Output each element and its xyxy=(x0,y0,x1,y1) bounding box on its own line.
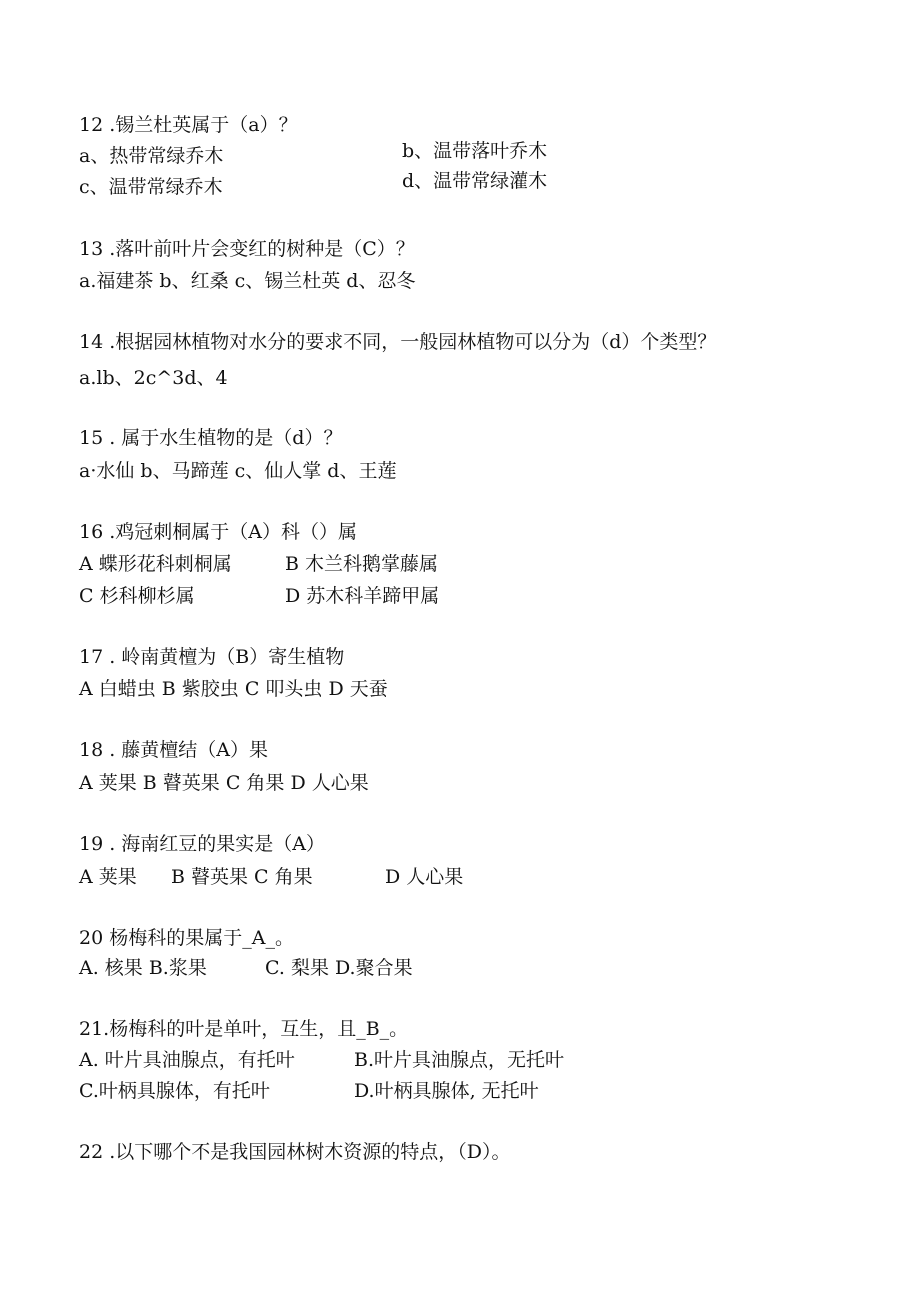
option-line: a·水仙 b、马蹄莲 c、仙人掌 d、王莲 xyxy=(79,460,397,482)
option-c: C.叶柄具腺体，有托叶 xyxy=(79,1080,270,1102)
question-stem: 19 . 海南红豆的果实是（A） xyxy=(79,833,326,855)
option-a: A 荚果 xyxy=(79,866,137,888)
option-c: C 杉科柳杉属 xyxy=(79,585,195,607)
option-d: d、温带常绿灌木 xyxy=(402,170,548,192)
option-b: B 木兰科鹅掌藤属 xyxy=(285,553,439,575)
option-c: c、温带常绿乔木 xyxy=(79,176,223,198)
option-a: A 蝶形花科刺桐属 xyxy=(79,553,232,575)
option-line: a.福建茶 b、红桑 c、锡兰杜英 d、忍冬 xyxy=(79,270,416,292)
question-stem: 17 . 岭南黄檀为（B）寄生植物 xyxy=(79,646,345,668)
option-line: A 荚果 B 瞽英果 C 角果 D 人心果 xyxy=(79,772,369,794)
option-b: b、温带落叶乔木 xyxy=(402,140,548,162)
option-a: a、热带常绿乔木 xyxy=(79,145,224,167)
option-line: a.lb、2c^3d、4 xyxy=(79,367,228,389)
question-stem: 20 杨梅科的果属于_A_。 xyxy=(79,927,294,949)
option-d: D 人心果 xyxy=(385,866,464,888)
question-stem: 22 .以下哪个不是我国园林树木资源的特点，（D）。 xyxy=(79,1141,511,1163)
option-ab: A. 核果 B.浆果 xyxy=(79,957,207,979)
option-b: B.叶片具油腺点，无托叶 xyxy=(354,1049,565,1071)
option-d: D 苏木科羊蹄甲属 xyxy=(285,585,440,607)
question-stem: 15 . 属于水生植物的是（d）？ xyxy=(79,427,343,449)
question-stem: 16 .鸡冠刺桐属于（A）科（）属 xyxy=(79,521,357,543)
option-cd: C. 梨果 D.聚合果 xyxy=(265,957,413,979)
option-line: A 白蜡虫 B 紫胶虫 C 叩头虫 D 天蚕 xyxy=(79,678,388,700)
question-stem: 12 .锡兰杜英属于（a）？ xyxy=(79,114,298,136)
question-stem: 21.杨梅科的叶是单叶，互生，且_B_。 xyxy=(79,1018,409,1040)
option-bc: B 瞽英果 C 角果 xyxy=(171,866,313,888)
option-a: A. 叶片具油腺点，有托叶 xyxy=(79,1049,295,1071)
question-stem: 18 . 藤黄檀结（A）果 xyxy=(79,739,269,761)
question-stem: 13 .落叶前叶片会变红的树种是（C）？ xyxy=(79,238,415,260)
option-d: D.叶柄具腺体, 无托叶 xyxy=(354,1080,539,1102)
question-stem: 14 .根据园林植物对水分的要求不同，一般园林植物可以分为（d）个类型？ xyxy=(79,331,717,353)
